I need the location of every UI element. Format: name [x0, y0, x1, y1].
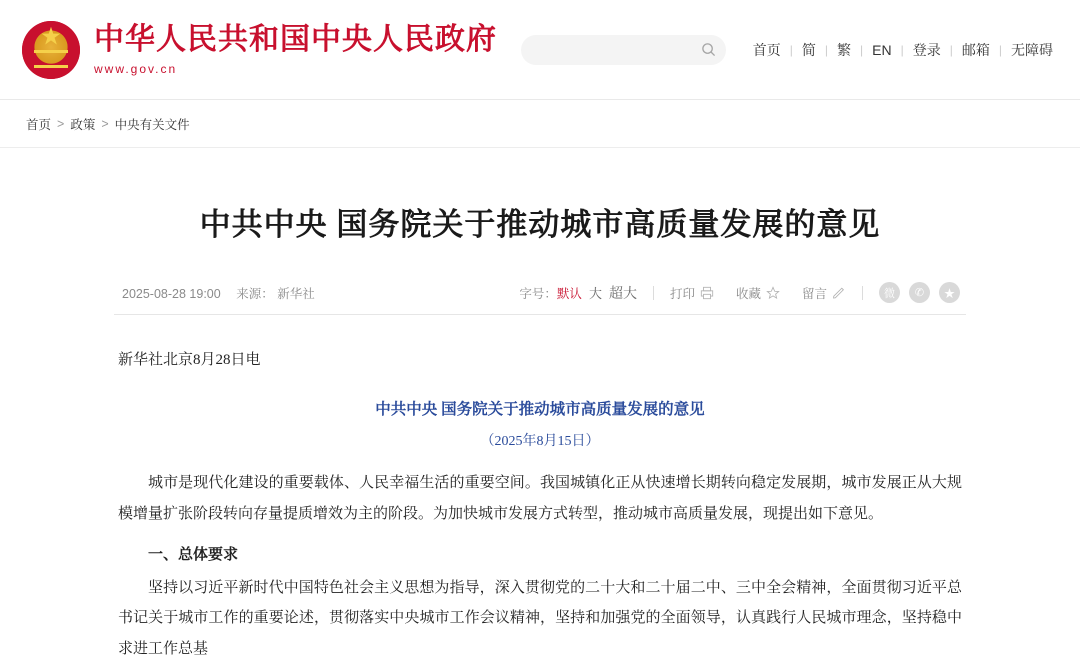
inner-title: 中共中央 国务院关于推动城市高质量发展的意见 — [375, 400, 705, 418]
nav-item-accessibility[interactable]: 无障碍 — [1011, 41, 1053, 58]
breadcrumb-separator: > — [101, 116, 109, 131]
article-meta-bar — [114, 271, 966, 315]
search-input[interactable] — [537, 42, 701, 58]
wechat-icon[interactable]: ✆ — [909, 282, 930, 303]
pencil-icon — [832, 286, 846, 300]
brand-subtitle: www.gov.cn — [94, 61, 178, 76]
weibo-icon[interactable]: 微 — [879, 282, 900, 303]
inner-date: （2025年8月15日） — [480, 433, 600, 449]
source-label: 来源： — [236, 286, 274, 301]
breadcrumb-item-home[interactable]: 首页 — [26, 117, 52, 132]
breadcrumb-item-central-documents[interactable]: 中央有关文件 — [114, 117, 190, 132]
comment-button[interactable] — [802, 284, 846, 302]
print-button[interactable] — [670, 284, 714, 302]
page-title: 中共中央 国务院关于推动城市高质量发展的意见 — [199, 206, 881, 242]
publish-datetime: 2025-08-28 19:00 — [122, 286, 221, 301]
site-brand[interactable] — [22, 21, 497, 79]
breadcrumb — [0, 100, 1080, 148]
nav-item-english[interactable]: EN — [872, 41, 892, 58]
nav-item-home[interactable]: 首页 — [752, 41, 781, 58]
printer-icon — [700, 286, 714, 300]
search-box[interactable] — [521, 35, 726, 65]
favorite-button[interactable] — [736, 284, 780, 302]
print-label: 打印 — [669, 286, 695, 301]
paragraph: 城市是现代化建设的重要载体、人民幸福生活的重要空间。我国城镇化正从快速增长期转向稳定发展期，城市发展正从大规模增量扩张阶段转向存量提质增效为主的阶段。为加快城市发展方式转型，推动城市高质量发展，现提出如下意见。 — [118, 475, 962, 523]
divider — [862, 286, 863, 300]
header-nav — [744, 40, 1062, 60]
nav-separator: | — [860, 42, 864, 57]
fontsize-option-default[interactable]: 默认 — [556, 286, 582, 301]
nav-item-mail[interactable]: 邮箱 — [961, 41, 990, 58]
meta-tools — [519, 282, 960, 303]
comment-label: 留言 — [801, 286, 827, 301]
nav-separator: | — [824, 42, 829, 57]
divider — [653, 286, 654, 300]
dateline: 新华社北京8月28日电 — [118, 352, 261, 369]
site-header — [0, 0, 1080, 100]
header-right — [521, 35, 1062, 65]
source-name[interactable]: 新华社 — [277, 286, 315, 301]
star-icon — [766, 286, 780, 300]
nav-item-traditional[interactable]: 繁 — [837, 41, 852, 58]
breadcrumb-item-policy[interactable]: 政策 — [70, 117, 96, 132]
brand-title: 中华人民共和国中央人民政府 — [94, 23, 497, 57]
fontsize-group — [557, 283, 637, 303]
brand-text — [94, 23, 497, 76]
search-icon[interactable] — [701, 42, 716, 57]
meta-left — [122, 284, 315, 302]
paragraph: 坚持以习近平新时代中国特色社会主义思想为指导，深入贯彻党的二十大和二十届二中、三中全会精神，全面贯彻习近平总书记关于城市工作的重要论述，贯彻落实中央城市工作会议精神，坚持和加强党的全面领导，认真践行人民城市理念，坚持稳中求进工作总基 — [118, 579, 962, 658]
breadcrumb-separator: > — [57, 116, 65, 131]
nav-item-login[interactable]: 登录 — [912, 41, 941, 58]
nav-separator: | — [789, 42, 793, 57]
fontsize-option-large[interactable]: 大 — [588, 286, 602, 302]
article-body — [114, 345, 966, 665]
section-heading: 一、总体要求 — [148, 546, 239, 563]
nav-separator: | — [900, 42, 904, 57]
nav-separator: | — [998, 42, 1002, 57]
share-group — [879, 282, 960, 303]
star-share-icon[interactable]: ★ — [939, 282, 960, 303]
nav-separator: | — [949, 42, 953, 57]
favorite-label: 收藏 — [735, 286, 761, 301]
fontsize-label: 字号： — [519, 286, 557, 301]
fontsize-option-extra-large[interactable]: 超大 — [608, 284, 637, 301]
national-emblem-icon — [22, 21, 80, 79]
nav-item-simplified[interactable]: 简 — [801, 41, 816, 58]
article — [114, 148, 966, 665]
